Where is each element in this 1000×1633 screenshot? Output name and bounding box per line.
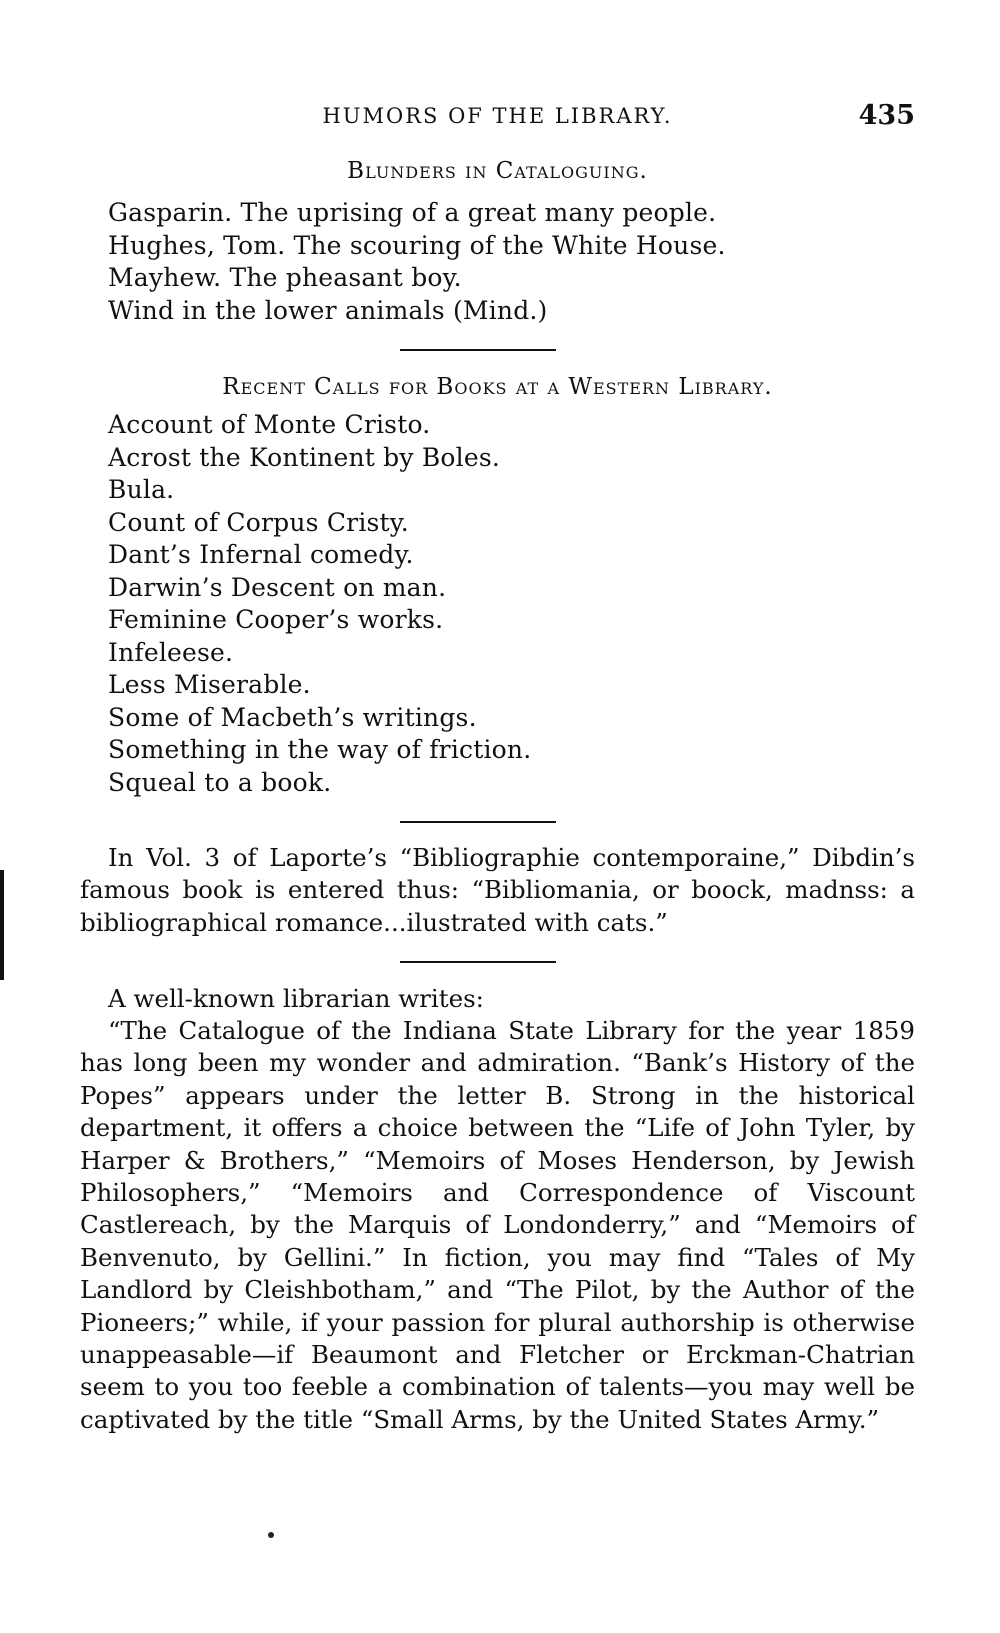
catalogue-quote-paragraph: “The Catalogue of the Indiana State Library for the year 1859 has long been my wonder and admiration. “Bank’s History of the Popes” appears under the letter B. Strong in the historical department, it offers a choice between the “Life of John Tyler, by Harper & Brothers,” “Memoirs of Moses Henderson, by Jewish Philosophers,” “Memoirs and Correspondence of Viscount Castlereach, by the Marquis of Londonderry,” and “Memoirs of Benvenuto, by Gellini.” In fiction, you may find “Tales of My Landlord by Cleishbotham,” and “The Pilot, by the Author of the Pioneers;” while, if your passion for plural authorship is otherwise unappeasable—if Beaumont and Fletcher or Erckman-Chatrian seem to you too feeble a combination of talents—you may well be captivated by the title “Small Arms, by the United States Army.”: [80, 1016, 915, 1434]
section-divider: [400, 961, 556, 963]
recent-calls-list: [108, 409, 531, 799]
section-heading-blunders: Blunders in Cataloguing.: [347, 158, 648, 184]
list-item: Less Miserable.: [108, 670, 311, 699]
ink-dot: [268, 1532, 274, 1538]
list-item: Squeal to a book.: [108, 767, 332, 797]
list-item: Acrost the Kontinent by Boles.: [108, 442, 501, 472]
list-item: Count of Corpus Cristy.: [108, 507, 409, 537]
margin-scan-mark: [0, 870, 4, 980]
section-divider: [400, 349, 556, 351]
section-heading-recent-calls: Recent Calls for Books at a Western Library.: [222, 374, 773, 400]
running-title: HUMORS OF THE LIBRARY.: [322, 104, 673, 128]
list-item: Mayhew. The pheasant boy.: [108, 263, 462, 292]
list-item: Dant’s Infernal comedy.: [108, 540, 414, 569]
list-item: Feminine Cooper’s works.: [108, 605, 444, 634]
list-item: Gasparin. The uprising of a great many people.: [108, 198, 717, 227]
list-item: Wind in the lower animals (Mind.): [108, 295, 548, 325]
blunders-list: [108, 197, 726, 327]
page-number: 435: [858, 100, 915, 131]
list-item: Darwin’s Descent on man.: [108, 572, 447, 602]
list-item: Something in the way of friction.: [108, 735, 532, 764]
list-item: Some of Macbeth’s writings.: [108, 702, 477, 732]
list-item: Hughes, Tom. The scouring of the White House.: [108, 230, 726, 260]
list-item: Infeleese.: [108, 637, 234, 667]
list-item: Account of Monte Cristo.: [108, 410, 431, 439]
running-head: [80, 98, 915, 134]
list-item: Bula.: [108, 475, 175, 504]
intro-paragraph: A well-known librarian writes:: [108, 984, 484, 1013]
laporte-paragraph: In Vol. 3 of Laporte’s “Bibliographie contemporaine,” Dibdin’s famous book is entered thus: “Bibliomania, or boock, madnss: a bibliographical romance...ilustrated with cats.”: [80, 843, 915, 937]
section-divider: [400, 821, 556, 823]
